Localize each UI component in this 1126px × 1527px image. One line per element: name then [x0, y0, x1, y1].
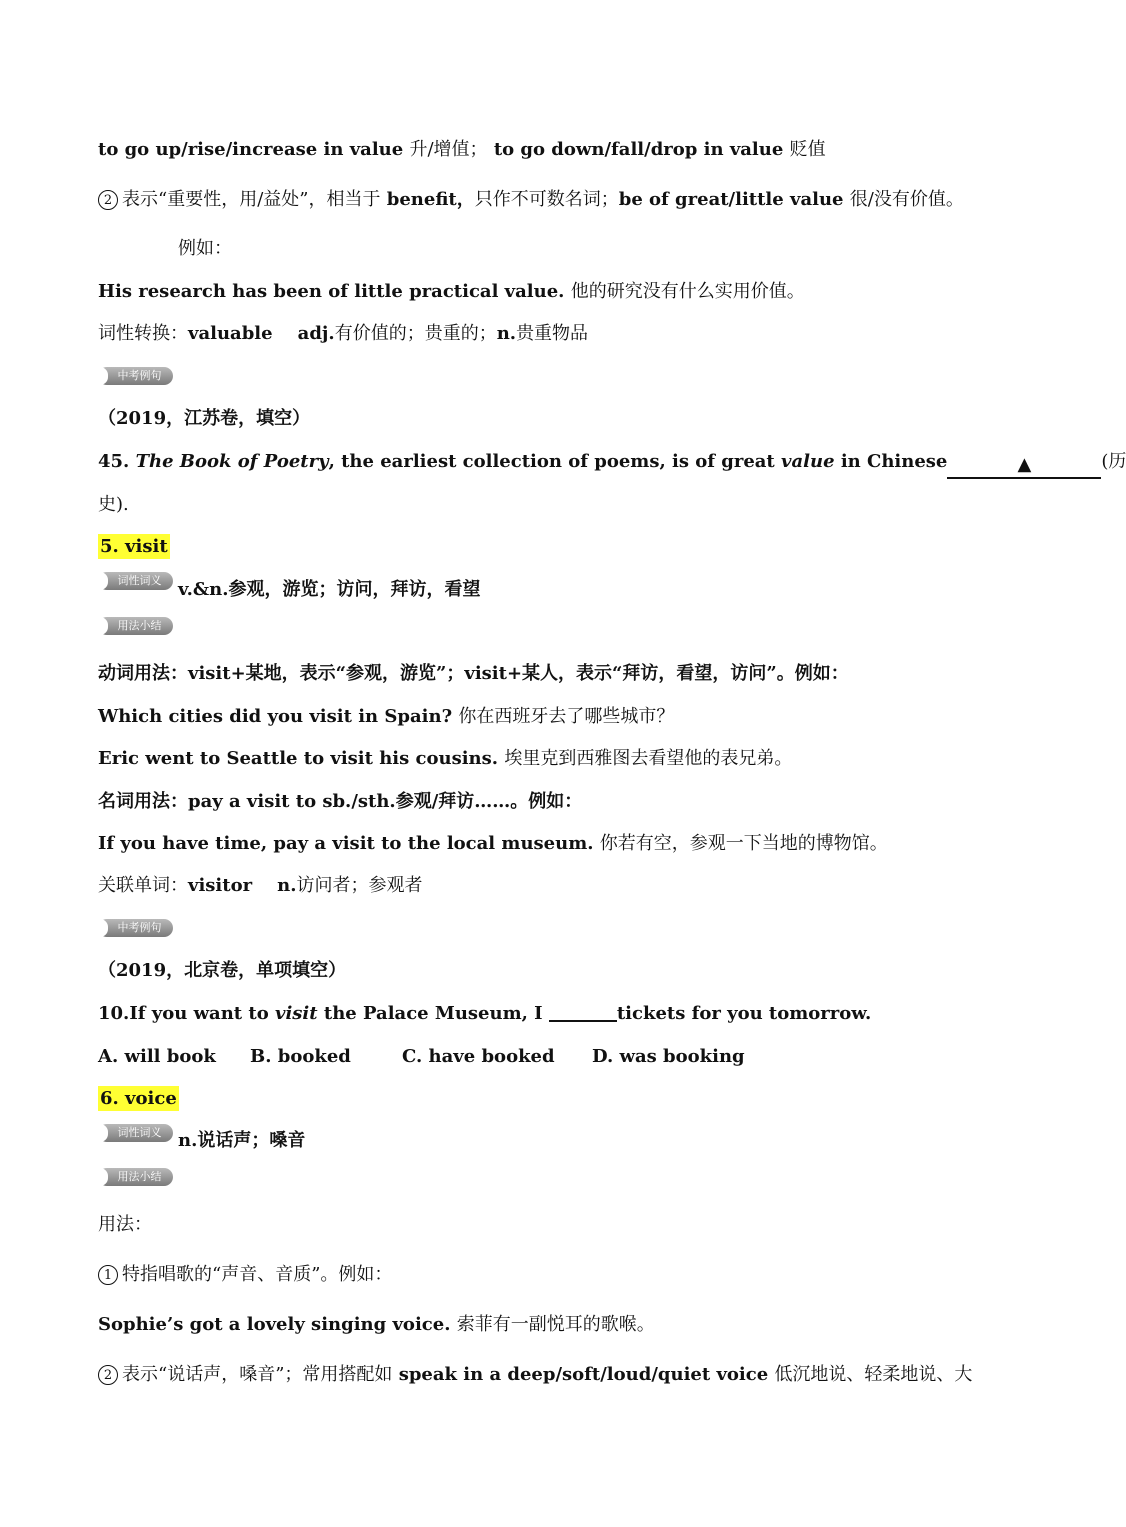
- part-of-speech-badge: 词性词义: [98, 572, 173, 590]
- visit-definition: v.&n.参观，游览；访问，拜访，看望: [178, 579, 481, 600]
- conversion-line: 词性转换：valuable adj.有价值的；贵重的；n.贵重物品: [98, 323, 589, 344]
- verb-usage: 动词用法：visit+某地，表示“参观，游览”；visit+某人，表示“拜访，看望，访问”。例如：: [98, 663, 849, 684]
- answer-blank-10[interactable]: [549, 1020, 617, 1022]
- exam-example-badge: 中考例句: [98, 367, 173, 385]
- circled-number-2b: 2: [98, 1365, 118, 1385]
- source-beijing: （2019，北京卷，单项填空）: [98, 960, 347, 981]
- triangle-marker: ▲: [1017, 454, 1032, 475]
- usage-summary-badge-2: 用法小结: [98, 1168, 173, 1186]
- related-word: 关联单词：visitor n.访问者；参观者: [98, 875, 423, 896]
- circled-number-2: 2: [98, 190, 118, 210]
- usage-label: 用法：: [98, 1214, 152, 1235]
- option-a[interactable]: A. will book: [98, 1046, 216, 1067]
- question-10: 10.If you want to visit the Palace Museum, I tickets for you tomorrow.: [98, 1003, 872, 1024]
- source-jiangsu: （2019，江苏卷，填空）: [98, 408, 311, 429]
- exam-example-badge-2: 中考例句: [98, 919, 173, 937]
- sophie-example: Sophie’s got a lovely singing voice. 索菲有一副悦耳的歌喉。: [98, 1314, 655, 1335]
- value-change-line: to go up/rise/increase in value 升/增值； to go down/fall/drop in value 贬值: [98, 139, 826, 160]
- circled-number-1: 1: [98, 1265, 118, 1285]
- part-of-speech-badge-2: 词性词义: [98, 1124, 173, 1142]
- answer-blank[interactable]: [947, 453, 1101, 479]
- option-b[interactable]: B. booked: [250, 1046, 351, 1067]
- heading-voice: 6. voice: [100, 1088, 177, 1109]
- option-c[interactable]: C. have booked: [402, 1046, 555, 1067]
- options-line: [98, 1045, 745, 1069]
- question-45: 45. The Book of Poetry, the earliest collection of poems, is of great value in Chinese ▲ (历: [98, 450, 1126, 479]
- voice-definition: n.说话声；嗓音: [178, 1130, 306, 1151]
- noun-usage: 名词用法：pay a visit to sb./sth.参观/拜访……。例如：: [98, 791, 583, 812]
- question-45-hint-continued: 史).: [98, 494, 129, 515]
- option-d[interactable]: D. was booking: [592, 1046, 745, 1067]
- museum-example: If you have time, pay a visit to the local museum. 你若有空，参观一下当地的博物馆。: [98, 833, 888, 854]
- usage-summary-badge: 用法小结: [98, 617, 173, 635]
- eric-example: Eric went to Seattle to visit his cousins. 埃里克到西雅图去看望他的表兄弟。: [98, 748, 793, 769]
- heading-visit: 5. visit: [100, 536, 168, 557]
- example-label: 例如：: [178, 238, 232, 259]
- voice-usage-2: 2 表示“说话声，嗓音”；常用搭配如 speak in a deep/soft/loud/quiet voice 低沉地说、轻柔地说、大: [98, 1363, 972, 1387]
- spain-example: Which cities did you visit in Spain? 你在西班牙去了哪些城市？: [98, 706, 675, 727]
- usage-2-line: 2 表示“重要性，用/益处”，相当于 benefit，只作不可数名词；be of great/little value 很/没有价值。: [98, 188, 964, 212]
- research-example: His research has been of little practical value. 他的研究没有什么实用价值。: [98, 281, 805, 302]
- voice-usage-1: 1 特指唱歌的“声音、音质”。例如：: [98, 1263, 392, 1287]
